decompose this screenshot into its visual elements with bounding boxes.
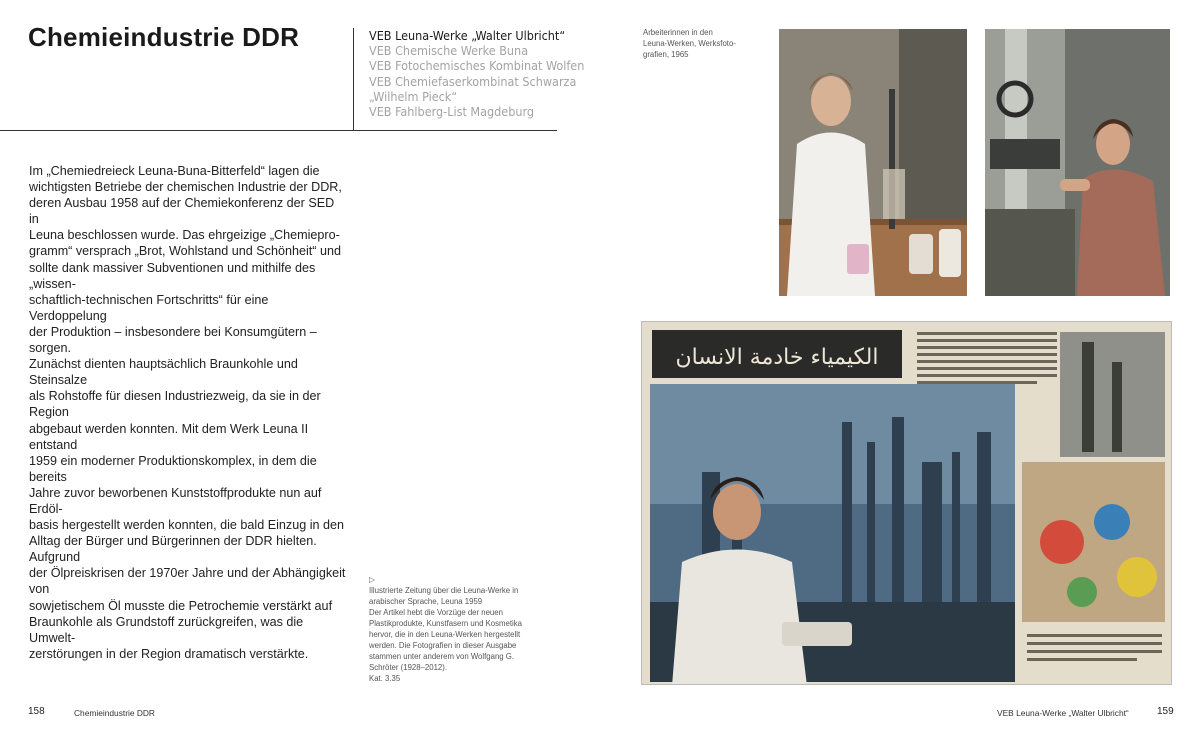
body-paragraph [29, 163, 347, 662]
body-line: sollte dank massiver Subventionen und mithilfe des „wissen- [29, 260, 316, 291]
body-line: Leuna beschlossen wurde. Das ehrgeizige „Chemiepro- [29, 228, 340, 243]
body-line: gramm“ versprach „Brot, Wohlstand und Schönheit“ und [29, 244, 341, 259]
caption-line: werden. Die Fotografien in dieser Ausgabe [369, 641, 517, 650]
caption-line: stammen unter anderem von Wolfgang G. [369, 652, 515, 661]
toc-item-magdeburg[interactable]: VEB Fahlberg-List Magdeburg [369, 104, 535, 120]
body-line: der Ölpreiskrisen der 1970er Jahre und der Abhängigkeit von [29, 566, 346, 597]
body-line: Zunächst dienten hauptsächlich Braunkohle und Steinsalze [29, 357, 298, 388]
photo-caption-top [643, 27, 753, 60]
caption-line: Kat. 3.35 [369, 674, 401, 683]
caption-line: Schröter (1928–2012). [369, 663, 448, 672]
vertical-rule [353, 28, 354, 131]
running-footer-right: VEB Leuna-Werke „Walter Ulbricht“ [997, 708, 1129, 718]
photo-lab-worker [779, 29, 967, 296]
toc-item-schwarza[interactable]: VEB Chemiefaserkombinat Schwarza [369, 73, 577, 89]
body-line: schaftlich-technischen Fortschritts“ für eine Verdoppelung [29, 292, 269, 323]
body-line: Alltag der Bürger und Bürgerinnen der DDR hielten. Aufgrund [29, 534, 317, 565]
horizontal-rule [0, 130, 557, 131]
caption-marker-icon: ▷ [369, 575, 375, 584]
body-line: 1959 ein moderner Produktionskomplex, in dem die bereits [29, 453, 317, 484]
body-line: basis hergestellt werden konnten, die bald Einzug in den [29, 518, 345, 533]
page-number-left: 158 [28, 706, 45, 717]
magazine-scan-illustration [642, 322, 1172, 685]
magazine-headline: الكيمياء خادمة الانسان [675, 345, 879, 370]
page-title: Chemieindustrie DDR [28, 22, 300, 52]
photo-plant-worker [985, 29, 1170, 296]
caption-line: hervor, die in den Leuna-Werken hergestellt [369, 630, 521, 639]
body-line: abgebaut werden konnten. Mit dem Werk Leuna II entstand [29, 421, 309, 452]
running-footer-left: Chemieindustrie DDR [74, 708, 155, 718]
caption-line: grafien, 1965 [643, 50, 689, 59]
caption-line: arabischer Sprache, Leuna 1959 [369, 597, 483, 606]
chapter-index [369, 28, 584, 119]
caption-line: Der Artikel hebt die Vorzüge der neuen [369, 608, 503, 617]
magazine-scan [641, 321, 1172, 685]
toc-item-buna[interactable]: VEB Chemische Werke Buna [369, 43, 529, 59]
body-line: der Produktion – insbesondere bei Konsumgütern – sorgen. [29, 324, 317, 356]
body-line: als Rohstoffe für diesen Industriezweig, da sie in der Region [29, 389, 321, 420]
toc-item-leuna[interactable]: VEB Leuna-Werke „Walter Ulbricht“ [369, 28, 566, 43]
caption-line: Illustrierte Zeitung über die Leuna-Werke in [369, 586, 519, 595]
body-line: sowjetischem Öl musste die Petrochemie verstärkt auf [29, 598, 333, 613]
body-line: Im „Chemiedreieck Leuna-Buna-Bitterfeld“ lagen die [29, 164, 320, 178]
photo-plant-worker-illustration [985, 29, 1170, 296]
body-line: Jahre zuvor beworbenen Kunststoffprodukte nun auf Erdöl- [29, 485, 322, 516]
toc-item-schwarza-name[interactable]: „Wilhelm Pieck“ [369, 88, 458, 104]
body-line: Braunkohle als Grundstoff zurückgreifen, was die Umwelt- [29, 614, 304, 645]
toc-item-wolfen[interactable]: VEB Fotochemisches Kombinat Wolfen [369, 58, 585, 74]
caption-line: Arbeiterinnen in den [643, 28, 713, 37]
photo-caption-bottom [369, 574, 544, 684]
body-line: wichtigsten Betriebe der chemischen Industrie der DDR, [29, 180, 342, 195]
body-line: zerstörungen in der Region dramatisch verstärkte. [29, 646, 309, 661]
caption-line: Leuna-Werken, Werksfoto- [643, 39, 736, 48]
photo-lab-worker-illustration [779, 29, 967, 296]
caption-line: Plastikprodukte, Kunstfasern und Kosmetika [369, 619, 522, 628]
page-number-right: 159 [1157, 706, 1174, 717]
body-line: deren Ausbau 1958 auf der Chemiekonferenz der SED in [29, 196, 335, 227]
